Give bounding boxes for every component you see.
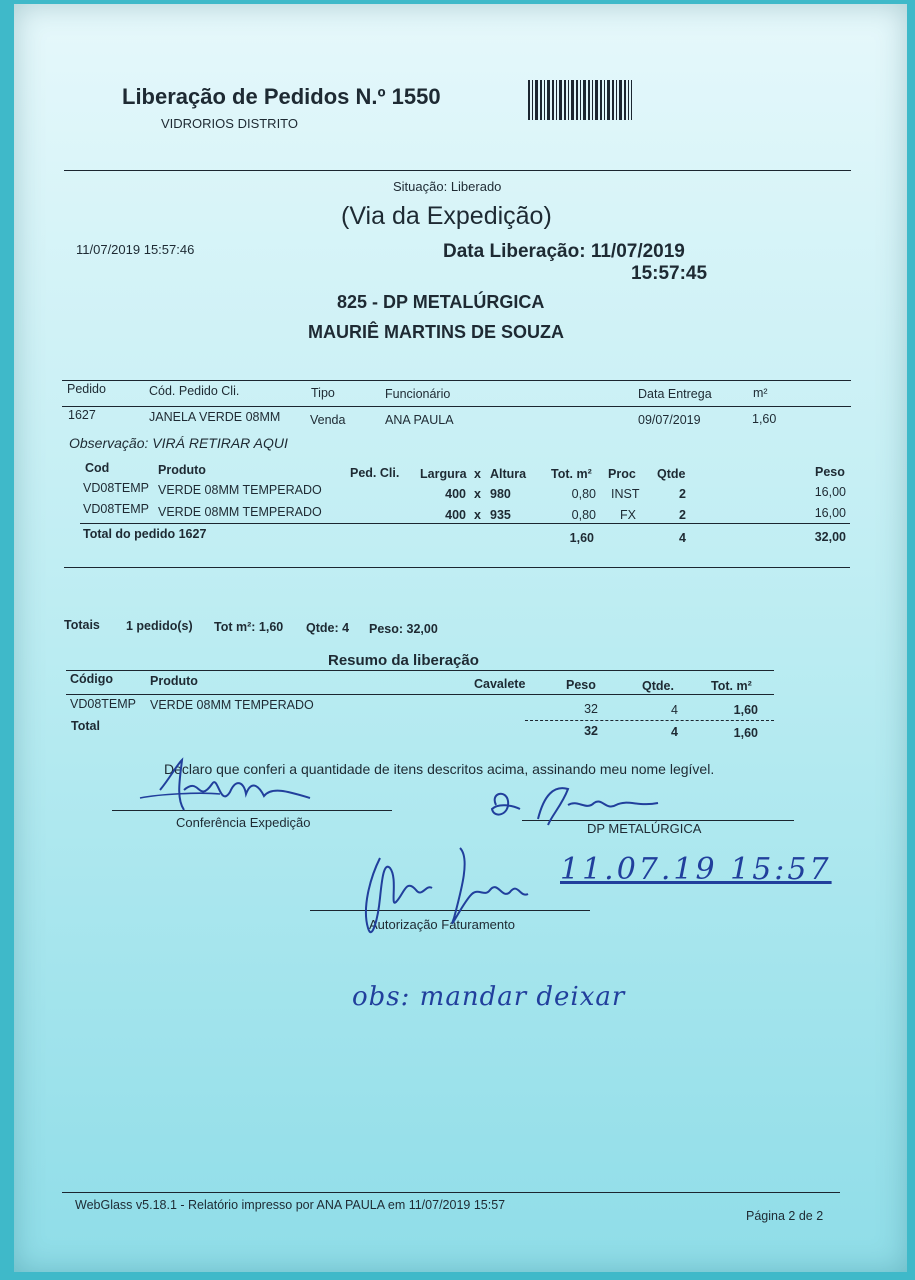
document-page bbox=[14, 4, 907, 1272]
order-total-peso: 32,00 bbox=[814, 530, 846, 544]
item-product: VERDE 08MM TEMPERADO bbox=[158, 505, 322, 519]
totals-label: Totais bbox=[64, 618, 100, 632]
printed-timestamp: 11/07/2019 15:57:46 bbox=[76, 242, 195, 257]
handwritten-signature-autorizacao bbox=[350, 838, 540, 948]
company-name: VIDRORIOS DISTRITO bbox=[161, 116, 298, 131]
signature-label-conferencia: Conferência Expedição bbox=[176, 815, 311, 830]
summary-total-peso: 32 bbox=[584, 724, 598, 738]
item-height: 935 bbox=[490, 508, 511, 522]
totals-peso: Peso: 32,00 bbox=[369, 622, 438, 636]
item-peso: 16,00 bbox=[814, 485, 846, 499]
item-times: x bbox=[474, 487, 481, 501]
item-code: VD08TEMP bbox=[83, 502, 149, 516]
summary-col-qtde: Qtde. bbox=[642, 679, 674, 693]
col-header-data-entrega: Data Entrega bbox=[638, 387, 712, 401]
item-code: VD08TEMP bbox=[83, 481, 149, 495]
summary-title: Resumo da liberação bbox=[328, 652, 479, 669]
order-client-code: JANELA VERDE 08MM bbox=[149, 410, 281, 424]
order-m2: 1,60 bbox=[752, 412, 777, 426]
totals-m2: Tot m²: 1,60 bbox=[214, 620, 284, 634]
order-total-m2: 1,60 bbox=[569, 531, 594, 545]
item-width: 400 bbox=[445, 508, 466, 522]
item-tot-m2: 0,80 bbox=[571, 508, 596, 522]
summary-col-peso: Peso bbox=[566, 678, 596, 692]
col-header-peso: Peso bbox=[815, 465, 845, 479]
col-header-funcionario: Funcionário bbox=[385, 387, 451, 401]
barcode bbox=[528, 80, 632, 120]
contact-name: MAURIÊ MARTINS DE SOUZA bbox=[308, 322, 564, 342]
release-date: Data Liberação: 11/07/2019 bbox=[443, 241, 685, 262]
handwritten-datetime: 11.07.19 15:57 bbox=[560, 852, 832, 887]
item-proc: FX bbox=[620, 508, 636, 522]
order-total-qtde: 4 bbox=[679, 531, 686, 545]
summary-qtde: 4 bbox=[671, 703, 678, 717]
summary-code: VD08TEMP bbox=[70, 697, 136, 711]
item-qtde: 2 bbox=[679, 487, 686, 501]
col-header-produto: Produto bbox=[158, 463, 206, 477]
col-header-qtde: Qtde bbox=[657, 467, 686, 481]
item-times: x bbox=[474, 508, 481, 522]
col-header-tot-m2: Tot. m² bbox=[551, 467, 592, 481]
item-qtde: 2 bbox=[679, 508, 686, 522]
handwritten-signature-conferencia bbox=[140, 748, 340, 818]
summary-col-produto: Produto bbox=[150, 674, 198, 688]
totals-orders: 1 pedido(s) bbox=[126, 619, 193, 633]
order-delivery-date: 09/07/2019 bbox=[638, 413, 701, 427]
divider bbox=[66, 670, 774, 671]
client-name: 825 - DP METALÚRGICA bbox=[337, 292, 545, 312]
item-height: 980 bbox=[490, 487, 511, 501]
totals-qtde: Qtde: 4 bbox=[306, 621, 350, 635]
summary-total-qtde: 4 bbox=[671, 725, 678, 739]
divider bbox=[64, 567, 850, 568]
via-text: (Via da Expedição) bbox=[341, 202, 552, 230]
divider bbox=[525, 720, 774, 721]
divider bbox=[64, 170, 851, 171]
summary-peso: 32 bbox=[584, 702, 598, 716]
footer-page-number: Página 2 de 2 bbox=[746, 1209, 824, 1223]
divider bbox=[62, 380, 851, 381]
status-text: Situação: Liberado bbox=[393, 179, 502, 194]
order-total-label: Total do pedido 1627 bbox=[83, 527, 207, 541]
col-header-m2: m² bbox=[753, 386, 768, 400]
divider bbox=[66, 694, 774, 695]
item-peso: 16,00 bbox=[814, 506, 846, 520]
signature-label-client: DP METALÚRGICA bbox=[587, 821, 702, 836]
divider bbox=[62, 1192, 840, 1193]
document-title: Liberação de Pedidos N.º 1550 bbox=[122, 84, 441, 109]
signature-label-autorizacao: Autorização Faturamento bbox=[369, 917, 515, 932]
col-header-x: x bbox=[474, 467, 481, 481]
order-type: Venda bbox=[310, 413, 346, 427]
item-proc: INST bbox=[611, 487, 640, 501]
handwritten-note: obs: mandar deixar bbox=[352, 982, 626, 1012]
col-header-cod-pedido-cli: Cód. Pedido Cli. bbox=[149, 384, 240, 398]
col-header-altura: Altura bbox=[490, 467, 527, 481]
summary-col-cavalete: Cavalete bbox=[474, 677, 526, 691]
release-time: 15:57:45 bbox=[631, 263, 708, 284]
divider bbox=[80, 523, 850, 524]
summary-col-codigo: Código bbox=[70, 672, 114, 686]
col-header-cod: Cod bbox=[85, 461, 110, 475]
item-width: 400 bbox=[445, 487, 466, 501]
summary-total-m2: 1,60 bbox=[733, 726, 758, 740]
order-employee: ANA PAULA bbox=[385, 413, 454, 427]
col-header-proc: Proc bbox=[608, 467, 636, 481]
summary-col-tot-m2: Tot. m² bbox=[711, 679, 752, 693]
col-header-largura: Largura bbox=[420, 467, 467, 481]
col-header-tipo: Tipo bbox=[311, 386, 335, 400]
observation: Observação: VIRÁ RETIRAR AQUI bbox=[69, 435, 288, 451]
summary-m2: 1,60 bbox=[733, 703, 758, 717]
order-number: 1627 bbox=[68, 408, 96, 422]
item-tot-m2: 0,80 bbox=[571, 487, 596, 501]
footer-printed-by: WebGlass v5.18.1 - Relatório impresso por ANA PAULA em 11/07/2019 15:57 bbox=[75, 1198, 506, 1212]
divider bbox=[62, 406, 851, 407]
summary-total-label: Total bbox=[71, 719, 100, 733]
item-product: VERDE 08MM TEMPERADO bbox=[158, 483, 322, 497]
declaration-text: Declaro que conferi a quantidade de itens descritos acima, assinando meu nome legível. bbox=[164, 761, 715, 777]
col-header-pedido: Pedido bbox=[67, 382, 106, 396]
col-header-ped-cli: Ped. Cli. bbox=[350, 466, 400, 480]
summary-product: VERDE 08MM TEMPERADO bbox=[150, 698, 314, 712]
handwritten-signature-client bbox=[488, 775, 678, 835]
